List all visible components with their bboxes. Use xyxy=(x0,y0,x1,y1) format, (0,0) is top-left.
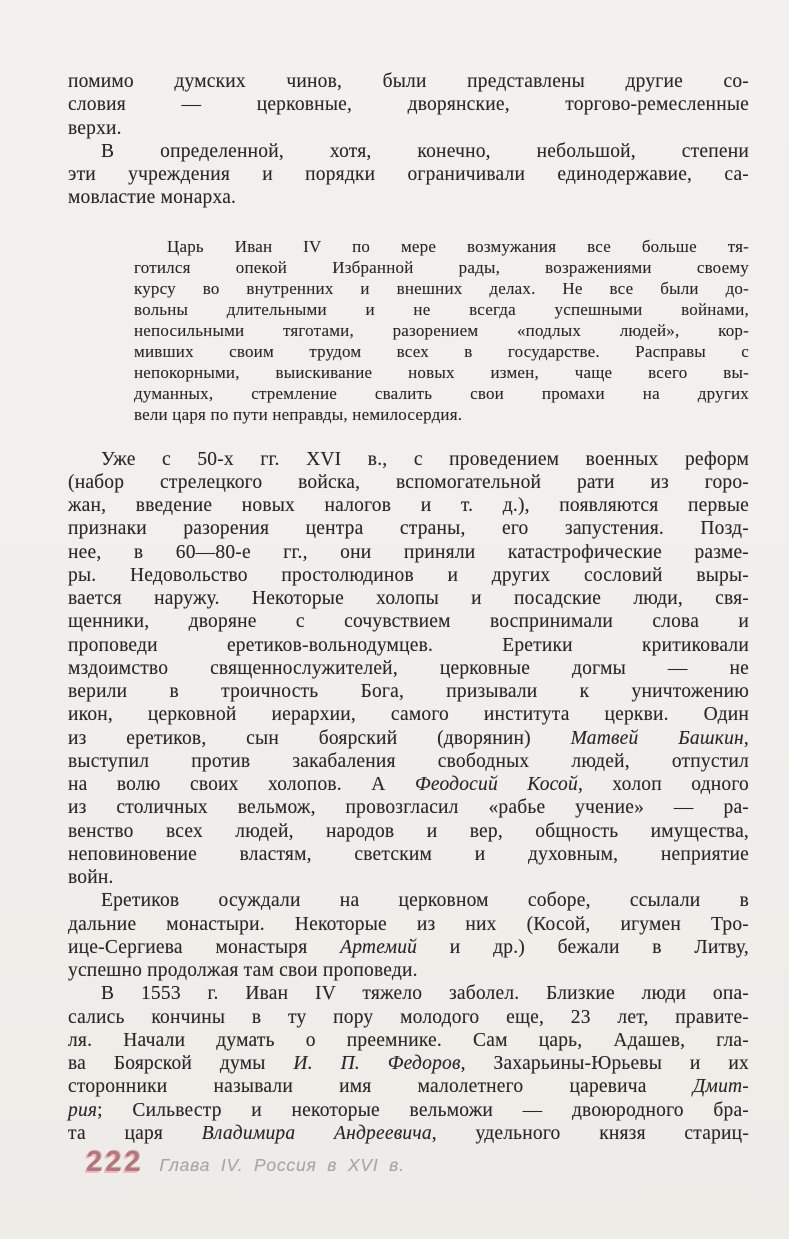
running-title: Глава IV. Россия в XVI в. xyxy=(159,1155,405,1175)
text-line: сались кончины в ту пору молодого еще, 23 лет, правите- xyxy=(68,1006,749,1028)
text-line: эти учреждения и порядки ограничивали единодержавие, са- xyxy=(68,164,749,185)
text-line: из еретиков, сын боярский (дворянин) Матвей Башкин, xyxy=(68,727,749,749)
text-line: венство всех людей, народов и вер, общность имущества, xyxy=(68,820,749,842)
text-line: мовластие монарха. xyxy=(68,187,237,209)
text-line: войн. xyxy=(68,867,114,888)
text-line: думанных, стремление свалить свои промахи на других xyxy=(134,383,749,403)
text-line: выступил против закабаления свободных людей, отпустил xyxy=(68,750,749,772)
text-line: Уже с 50-х гг. XVI в., с проведением военных реформ xyxy=(101,448,749,470)
text-line: из столичных вельмож, провозгласил «рабье учение» — ра- xyxy=(68,797,749,819)
text-line: вели царя по пути неправды, немилосердия. xyxy=(134,404,463,424)
text-line: проповеди еретиков-вольнодумцев. Еретики критиковали xyxy=(68,634,749,656)
text-line: вается наружу. Некоторые холопы и посадские люди, свя- xyxy=(68,588,749,609)
text-line: верили в троичность Бога, призывали к уничтожению xyxy=(68,681,749,702)
text-line: щенники, дворяне с сочувствием воспринимали слова и xyxy=(68,611,749,633)
text-line: словия — церковные, дворянские, торгово-ремесленные xyxy=(68,94,749,116)
text-line: признаки разорения центра страны, его запустения. Позд- xyxy=(68,518,749,540)
text-line: Еретиков осуждали на церковном соборе, ссылали в xyxy=(101,890,749,912)
text-line: на волю своих холопов. А Феодосий Косой, холоп одного xyxy=(68,774,750,795)
text-line: жан, введение новых налогов и т. д.), появляются первые xyxy=(68,495,749,516)
paragraph xyxy=(68,448,749,890)
text-line: дальние монастыри. Некоторые из них (Косой, игумен Тро- xyxy=(68,913,749,935)
text-line: неповиновение властям, светским и духовным, неприятие xyxy=(68,843,749,865)
text-line: успешно продолжая там свои проповеди. xyxy=(68,960,418,981)
paragraph xyxy=(68,982,749,1145)
text-line: непокорными, выискивание новых измен, чаще всего вы- xyxy=(134,362,749,382)
text-line: та царя Владимира Андреевича, удельного князя стариц- xyxy=(68,1122,750,1144)
text-line: ля. Начали думать о преемнике. Сам царь, Адашев, гла- xyxy=(68,1029,749,1051)
text-line: икон, церковной иерархии, самого института церкви. Один xyxy=(68,704,749,726)
text-line: В 1553 г. Иван IV тяжело заболел. Близкие люди опа- xyxy=(101,983,749,1005)
text-line: ице-Сергиева монастыря Артемий и др.) бежали в Литву, xyxy=(68,936,749,958)
text-line: рия; Сильвестр и некоторые вельможи — двоюродного бра- xyxy=(68,1099,749,1121)
page-number: 222 xyxy=(86,1146,144,1178)
text-line: курсу во внутренних и внешних делах. Не все были до- xyxy=(134,278,749,298)
text-line: Царь Иван IV по мере возмужания все больше тя- xyxy=(167,236,749,256)
inset-paragraph xyxy=(134,236,749,425)
text-line: мивших своим трудом всех в государстве. Расправы с xyxy=(134,341,749,361)
text-line: ва Боярской думы И. П. Федоров, Захарьины-Юрьевы и их xyxy=(68,1053,749,1074)
text-line: верхи. xyxy=(68,117,122,139)
text-line: сторонники называли имя малолетнего царевича Дмит- xyxy=(68,1076,749,1098)
text-line: (набор стрелецкого войска, вспомогательной рати из горо- xyxy=(68,471,749,493)
text-line: ры. Недовольство простолюдинов и других сословий выры- xyxy=(68,564,749,586)
paragraph xyxy=(68,140,749,210)
text-line: мздоимство священнослужителей, церковные догмы — не xyxy=(68,657,749,679)
text-column xyxy=(68,70,749,1145)
text-line: готился опекой Избранной рады, возражениями своему xyxy=(134,257,749,277)
text-line: вольны длительными и не всегда успешными войнами, xyxy=(134,299,749,319)
text-line: помимо думских чинов, были представлены другие со- xyxy=(68,71,749,92)
text-line: нее, в 60—80-е гг., они приняли катастрофические разме- xyxy=(68,541,749,563)
text-line: В определенной, хотя, конечно, небольшой, степени xyxy=(101,140,749,162)
paragraph xyxy=(68,70,749,140)
text-line: непосильными тяготами, разорением «подлых людей», кор- xyxy=(134,320,749,340)
paragraph xyxy=(68,889,749,982)
page-footer xyxy=(86,1146,405,1179)
